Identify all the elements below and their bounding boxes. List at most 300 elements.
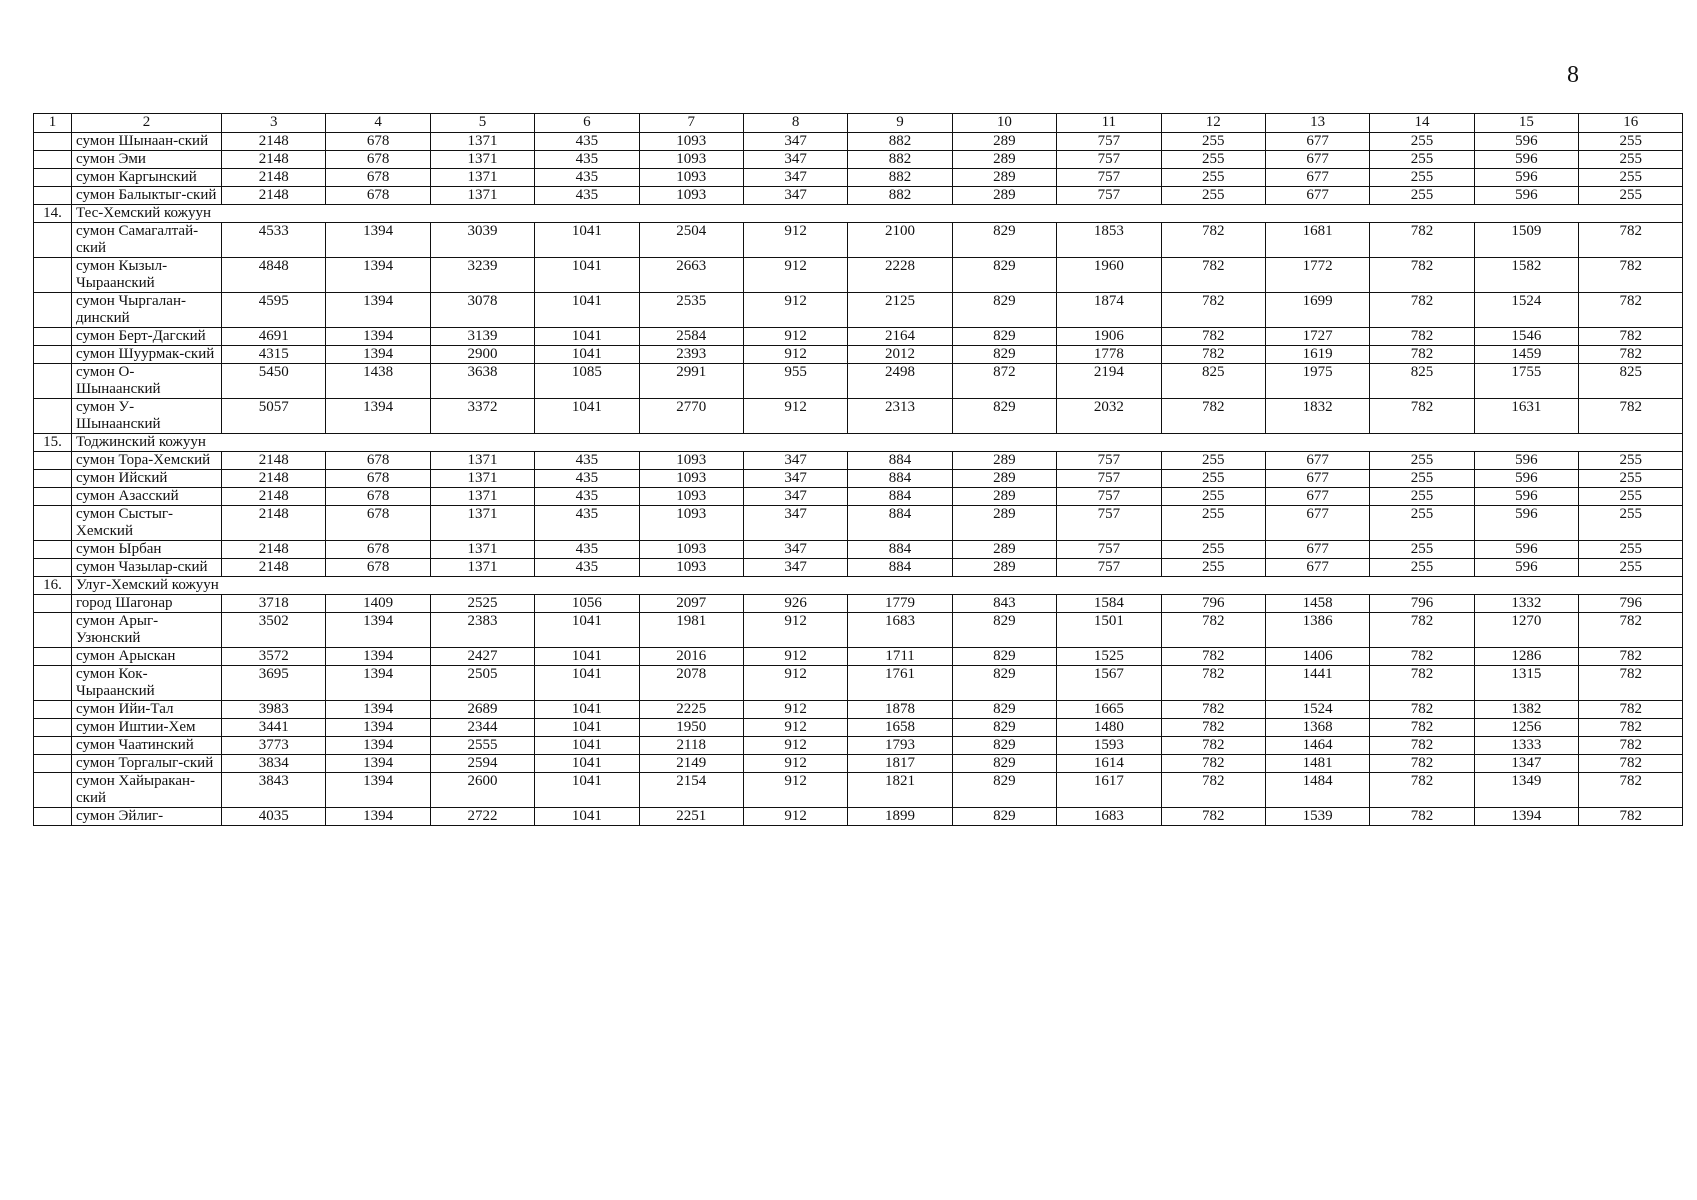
value-cell: 3773 <box>222 737 326 755</box>
row-number-cell <box>34 399 72 434</box>
value-cell: 912 <box>743 328 847 346</box>
value-cell: 1525 <box>1057 648 1161 666</box>
column-header: 15 <box>1474 114 1578 133</box>
row-name-cell: сумон Торгалыг-ский <box>72 755 222 773</box>
value-cell: 255 <box>1579 541 1683 559</box>
value-cell: 829 <box>952 346 1056 364</box>
row-number-cell <box>34 648 72 666</box>
row-number-cell <box>34 595 72 613</box>
value-cell: 1593 <box>1057 737 1161 755</box>
value-cell: 2148 <box>222 151 326 169</box>
column-header: 2 <box>72 114 222 133</box>
value-cell: 2427 <box>430 648 534 666</box>
value-cell: 1683 <box>1057 808 1161 826</box>
value-cell: 1394 <box>326 773 430 808</box>
row-name-cell: сумон Кызыл-Чыраанский <box>72 258 222 293</box>
value-cell: 3718 <box>222 595 326 613</box>
value-cell: 912 <box>743 293 847 328</box>
value-cell: 782 <box>1579 648 1683 666</box>
value-cell: 2498 <box>848 364 952 399</box>
value-cell: 2148 <box>222 133 326 151</box>
table-row <box>34 808 1683 826</box>
row-name-cell: сумон Каргынский <box>72 169 222 187</box>
value-cell: 4533 <box>222 223 326 258</box>
value-cell: 2012 <box>848 346 952 364</box>
value-cell: 912 <box>743 755 847 773</box>
value-cell: 1567 <box>1057 666 1161 701</box>
row-name-cell: сумон Шынаан-ский <box>72 133 222 151</box>
value-cell: 1286 <box>1474 648 1578 666</box>
value-cell: 884 <box>848 506 952 541</box>
column-header: 9 <box>848 114 952 133</box>
data-table <box>33 113 1683 826</box>
value-cell: 782 <box>1161 293 1265 328</box>
value-cell: 1041 <box>535 648 639 666</box>
value-cell: 2148 <box>222 541 326 559</box>
value-cell: 1665 <box>1057 701 1161 719</box>
value-cell: 782 <box>1161 719 1265 737</box>
value-cell: 255 <box>1579 169 1683 187</box>
value-cell: 1546 <box>1474 328 1578 346</box>
value-cell: 2148 <box>222 506 326 541</box>
value-cell: 596 <box>1474 133 1578 151</box>
value-cell: 1539 <box>1265 808 1369 826</box>
table-row <box>34 595 1683 613</box>
value-cell: 2125 <box>848 293 952 328</box>
row-number-cell <box>34 701 72 719</box>
value-cell: 1093 <box>639 541 743 559</box>
row-number-cell <box>34 223 72 258</box>
value-cell: 1681 <box>1265 223 1369 258</box>
section-title: Тоджинский кожуун <box>72 434 1683 452</box>
value-cell: 782 <box>1579 808 1683 826</box>
row-number-cell <box>34 559 72 577</box>
value-cell: 255 <box>1370 151 1474 169</box>
value-cell: 782 <box>1579 223 1683 258</box>
section-number: 14. <box>34 205 72 223</box>
value-cell: 255 <box>1579 133 1683 151</box>
value-cell: 782 <box>1370 648 1474 666</box>
value-cell: 3983 <box>222 701 326 719</box>
value-cell: 255 <box>1370 541 1474 559</box>
value-cell: 678 <box>326 541 430 559</box>
table-row <box>34 541 1683 559</box>
value-cell: 1501 <box>1057 613 1161 648</box>
value-cell: 829 <box>952 719 1056 737</box>
value-cell: 1524 <box>1265 701 1369 719</box>
value-cell: 1793 <box>848 737 952 755</box>
value-cell: 3638 <box>430 364 534 399</box>
value-cell: 2032 <box>1057 399 1161 434</box>
value-cell: 1315 <box>1474 666 1578 701</box>
value-cell: 912 <box>743 773 847 808</box>
value-cell: 4848 <box>222 258 326 293</box>
value-cell: 757 <box>1057 452 1161 470</box>
row-name-cell: сумон Иштии-Хем <box>72 719 222 737</box>
value-cell: 782 <box>1161 346 1265 364</box>
value-cell: 912 <box>743 719 847 737</box>
table-row <box>34 187 1683 205</box>
value-cell: 2016 <box>639 648 743 666</box>
value-cell: 829 <box>952 613 1056 648</box>
value-cell: 1981 <box>639 613 743 648</box>
value-cell: 1371 <box>430 187 534 205</box>
table-row <box>34 488 1683 506</box>
value-cell: 678 <box>326 470 430 488</box>
value-cell: 2078 <box>639 666 743 701</box>
value-cell: 782 <box>1161 755 1265 773</box>
value-cell: 1041 <box>535 293 639 328</box>
value-cell: 1394 <box>326 648 430 666</box>
value-cell: 677 <box>1265 541 1369 559</box>
value-cell: 829 <box>952 755 1056 773</box>
row-number-cell <box>34 506 72 541</box>
value-cell: 347 <box>743 541 847 559</box>
value-cell: 678 <box>326 559 430 577</box>
value-cell: 1441 <box>1265 666 1369 701</box>
table-row <box>34 223 1683 258</box>
value-cell: 255 <box>1370 169 1474 187</box>
row-number-cell <box>34 364 72 399</box>
value-cell: 912 <box>743 346 847 364</box>
value-cell: 2555 <box>430 737 534 755</box>
row-number-cell <box>34 187 72 205</box>
row-name-cell: сумон О-Шынаанский <box>72 364 222 399</box>
column-header: 11 <box>1057 114 1161 133</box>
row-number-cell <box>34 719 72 737</box>
value-cell: 882 <box>848 151 952 169</box>
value-cell: 884 <box>848 541 952 559</box>
value-cell: 1711 <box>848 648 952 666</box>
value-cell: 882 <box>848 169 952 187</box>
value-cell: 347 <box>743 187 847 205</box>
value-cell: 1853 <box>1057 223 1161 258</box>
value-cell: 1481 <box>1265 755 1369 773</box>
row-name-cell: сумон Кок-Чыраанский <box>72 666 222 701</box>
value-cell: 884 <box>848 470 952 488</box>
value-cell: 435 <box>535 187 639 205</box>
table-row <box>34 559 1683 577</box>
value-cell: 1041 <box>535 666 639 701</box>
value-cell: 884 <box>848 488 952 506</box>
value-cell: 596 <box>1474 506 1578 541</box>
value-cell: 1371 <box>430 169 534 187</box>
value-cell: 829 <box>952 666 1056 701</box>
value-cell: 2344 <box>430 719 534 737</box>
value-cell: 782 <box>1370 666 1474 701</box>
value-cell: 255 <box>1161 488 1265 506</box>
column-header: 10 <box>952 114 1056 133</box>
row-name-cell: сумон Самагалтай-ский <box>72 223 222 258</box>
value-cell: 2722 <box>430 808 534 826</box>
value-cell: 1093 <box>639 151 743 169</box>
value-cell: 1761 <box>848 666 952 701</box>
value-cell: 782 <box>1161 808 1265 826</box>
value-cell: 4595 <box>222 293 326 328</box>
value-cell: 435 <box>535 488 639 506</box>
value-cell: 782 <box>1579 737 1683 755</box>
value-cell: 255 <box>1579 452 1683 470</box>
value-cell: 1617 <box>1057 773 1161 808</box>
value-cell: 1041 <box>535 346 639 364</box>
value-cell: 829 <box>952 258 1056 293</box>
section-title: Тес-Хемский кожуун <box>72 205 1683 223</box>
value-cell: 2225 <box>639 701 743 719</box>
value-cell: 1394 <box>326 737 430 755</box>
value-cell: 1509 <box>1474 223 1578 258</box>
value-cell: 2154 <box>639 773 743 808</box>
value-cell: 1878 <box>848 701 952 719</box>
row-name-cell: сумон Чаатинский <box>72 737 222 755</box>
section-row <box>34 205 1683 223</box>
value-cell: 782 <box>1370 613 1474 648</box>
value-cell: 2991 <box>639 364 743 399</box>
value-cell: 843 <box>952 595 1056 613</box>
value-cell: 782 <box>1579 719 1683 737</box>
value-cell: 2148 <box>222 452 326 470</box>
table-row <box>34 613 1683 648</box>
value-cell: 1459 <box>1474 346 1578 364</box>
row-name-cell: сумон Тора-Хемский <box>72 452 222 470</box>
table-row <box>34 293 1683 328</box>
value-cell: 912 <box>743 648 847 666</box>
row-name-cell: сумон Арыскан <box>72 648 222 666</box>
value-cell: 782 <box>1161 701 1265 719</box>
value-cell: 2393 <box>639 346 743 364</box>
row-number-cell <box>34 470 72 488</box>
value-cell: 596 <box>1474 488 1578 506</box>
row-number-cell <box>34 737 72 755</box>
value-cell: 1386 <box>1265 613 1369 648</box>
value-cell: 347 <box>743 452 847 470</box>
value-cell: 1779 <box>848 595 952 613</box>
column-header: 1 <box>34 114 72 133</box>
table-row <box>34 719 1683 737</box>
value-cell: 347 <box>743 151 847 169</box>
row-name-cell: сумон Эйлиг- <box>72 808 222 826</box>
row-number-cell <box>34 808 72 826</box>
value-cell: 1056 <box>535 595 639 613</box>
table-row <box>34 169 1683 187</box>
value-cell: 596 <box>1474 169 1578 187</box>
section-row <box>34 434 1683 452</box>
value-cell: 596 <box>1474 187 1578 205</box>
value-cell: 255 <box>1161 169 1265 187</box>
value-cell: 3502 <box>222 613 326 648</box>
value-cell: 1093 <box>639 488 743 506</box>
value-cell: 1832 <box>1265 399 1369 434</box>
value-cell: 1772 <box>1265 258 1369 293</box>
value-cell: 1371 <box>430 470 534 488</box>
value-cell: 1960 <box>1057 258 1161 293</box>
table-row <box>34 701 1683 719</box>
table-row <box>34 328 1683 346</box>
value-cell: 678 <box>326 506 430 541</box>
value-cell: 3039 <box>430 223 534 258</box>
value-cell: 2097 <box>639 595 743 613</box>
row-number-cell <box>34 133 72 151</box>
value-cell: 1394 <box>326 666 430 701</box>
value-cell: 796 <box>1579 595 1683 613</box>
value-cell: 825 <box>1370 364 1474 399</box>
table-row <box>34 470 1683 488</box>
value-cell: 1406 <box>1265 648 1369 666</box>
value-cell: 289 <box>952 169 1056 187</box>
value-cell: 1394 <box>326 755 430 773</box>
value-cell: 289 <box>952 187 1056 205</box>
value-cell: 1093 <box>639 133 743 151</box>
value-cell: 782 <box>1370 399 1474 434</box>
value-cell: 255 <box>1579 151 1683 169</box>
value-cell: 1368 <box>1265 719 1369 737</box>
table-row <box>34 133 1683 151</box>
value-cell: 677 <box>1265 470 1369 488</box>
value-cell: 1332 <box>1474 595 1578 613</box>
value-cell: 825 <box>1579 364 1683 399</box>
section-row <box>34 577 1683 595</box>
row-name-cell: сумон Ийский <box>72 470 222 488</box>
value-cell: 3843 <box>222 773 326 808</box>
value-cell: 255 <box>1161 559 1265 577</box>
value-cell: 677 <box>1265 133 1369 151</box>
table-row <box>34 452 1683 470</box>
value-cell: 677 <box>1265 506 1369 541</box>
value-cell: 435 <box>535 559 639 577</box>
value-cell: 347 <box>743 470 847 488</box>
value-cell: 1256 <box>1474 719 1578 737</box>
value-cell: 255 <box>1370 559 1474 577</box>
value-cell: 782 <box>1579 328 1683 346</box>
value-cell: 677 <box>1265 452 1369 470</box>
value-cell: 782 <box>1579 399 1683 434</box>
table-row <box>34 346 1683 364</box>
value-cell: 2148 <box>222 488 326 506</box>
value-cell: 782 <box>1161 613 1265 648</box>
value-cell: 829 <box>952 399 1056 434</box>
value-cell: 2689 <box>430 701 534 719</box>
value-cell: 4315 <box>222 346 326 364</box>
row-number-cell <box>34 169 72 187</box>
row-name-cell: сумон Ийи-Тал <box>72 701 222 719</box>
value-cell: 596 <box>1474 541 1578 559</box>
table-row <box>34 399 1683 434</box>
value-cell: 1041 <box>535 223 639 258</box>
value-cell: 1270 <box>1474 613 1578 648</box>
value-cell: 782 <box>1579 701 1683 719</box>
value-cell: 2584 <box>639 328 743 346</box>
column-header: 16 <box>1579 114 1683 133</box>
table-row <box>34 364 1683 399</box>
column-header: 5 <box>430 114 534 133</box>
value-cell: 1093 <box>639 187 743 205</box>
value-cell: 3372 <box>430 399 534 434</box>
value-cell: 289 <box>952 506 1056 541</box>
table-row <box>34 755 1683 773</box>
value-cell: 782 <box>1161 737 1265 755</box>
value-cell: 2194 <box>1057 364 1161 399</box>
row-number-cell <box>34 293 72 328</box>
value-cell: 782 <box>1370 258 1474 293</box>
value-cell: 757 <box>1057 169 1161 187</box>
value-cell: 435 <box>535 541 639 559</box>
value-cell: 825 <box>1161 364 1265 399</box>
value-cell: 1041 <box>535 773 639 808</box>
value-cell: 255 <box>1370 488 1474 506</box>
value-cell: 3139 <box>430 328 534 346</box>
row-name-cell: сумон Ырбан <box>72 541 222 559</box>
value-cell: 872 <box>952 364 1056 399</box>
value-cell: 1394 <box>326 399 430 434</box>
value-cell: 829 <box>952 773 1056 808</box>
value-cell: 1683 <box>848 613 952 648</box>
value-cell: 2535 <box>639 293 743 328</box>
value-cell: 255 <box>1370 506 1474 541</box>
value-cell: 1041 <box>535 719 639 737</box>
value-cell: 912 <box>743 701 847 719</box>
value-cell: 1394 <box>326 328 430 346</box>
value-cell: 255 <box>1579 506 1683 541</box>
row-number-cell <box>34 488 72 506</box>
value-cell: 1093 <box>639 506 743 541</box>
value-cell: 3239 <box>430 258 534 293</box>
value-cell: 1371 <box>430 133 534 151</box>
value-cell: 1041 <box>535 328 639 346</box>
value-cell: 912 <box>743 737 847 755</box>
section-number: 16. <box>34 577 72 595</box>
value-cell: 1394 <box>326 346 430 364</box>
value-cell: 677 <box>1265 187 1369 205</box>
value-cell: 1619 <box>1265 346 1369 364</box>
row-name-cell: сумон Хайыракан-ский <box>72 773 222 808</box>
value-cell: 884 <box>848 452 952 470</box>
value-cell: 347 <box>743 169 847 187</box>
value-cell: 912 <box>743 258 847 293</box>
value-cell: 782 <box>1370 223 1474 258</box>
value-cell: 2148 <box>222 169 326 187</box>
value-cell: 829 <box>952 701 1056 719</box>
value-cell: 882 <box>848 187 952 205</box>
value-cell: 677 <box>1265 559 1369 577</box>
value-cell: 435 <box>535 151 639 169</box>
value-cell: 1394 <box>326 258 430 293</box>
value-cell: 1093 <box>639 169 743 187</box>
value-cell: 1480 <box>1057 719 1161 737</box>
section-title: Улуг-Хемский кожуун <box>72 577 1683 595</box>
value-cell: 782 <box>1370 773 1474 808</box>
value-cell: 1371 <box>430 541 534 559</box>
value-cell: 1371 <box>430 452 534 470</box>
value-cell: 255 <box>1370 187 1474 205</box>
row-name-cell: сумон Берт-Дагский <box>72 328 222 346</box>
value-cell: 435 <box>535 470 639 488</box>
value-cell: 289 <box>952 452 1056 470</box>
value-cell: 255 <box>1579 559 1683 577</box>
value-cell: 2504 <box>639 223 743 258</box>
value-cell: 829 <box>952 223 1056 258</box>
value-cell: 782 <box>1579 755 1683 773</box>
value-cell: 435 <box>535 452 639 470</box>
value-cell: 882 <box>848 133 952 151</box>
row-name-cell: сумон Эми <box>72 151 222 169</box>
value-cell: 1041 <box>535 701 639 719</box>
value-cell: 4035 <box>222 808 326 826</box>
value-cell: 1347 <box>1474 755 1578 773</box>
value-cell: 2383 <box>430 613 534 648</box>
value-cell: 1394 <box>326 719 430 737</box>
value-cell: 255 <box>1161 452 1265 470</box>
row-number-cell <box>34 346 72 364</box>
value-cell: 5450 <box>222 364 326 399</box>
